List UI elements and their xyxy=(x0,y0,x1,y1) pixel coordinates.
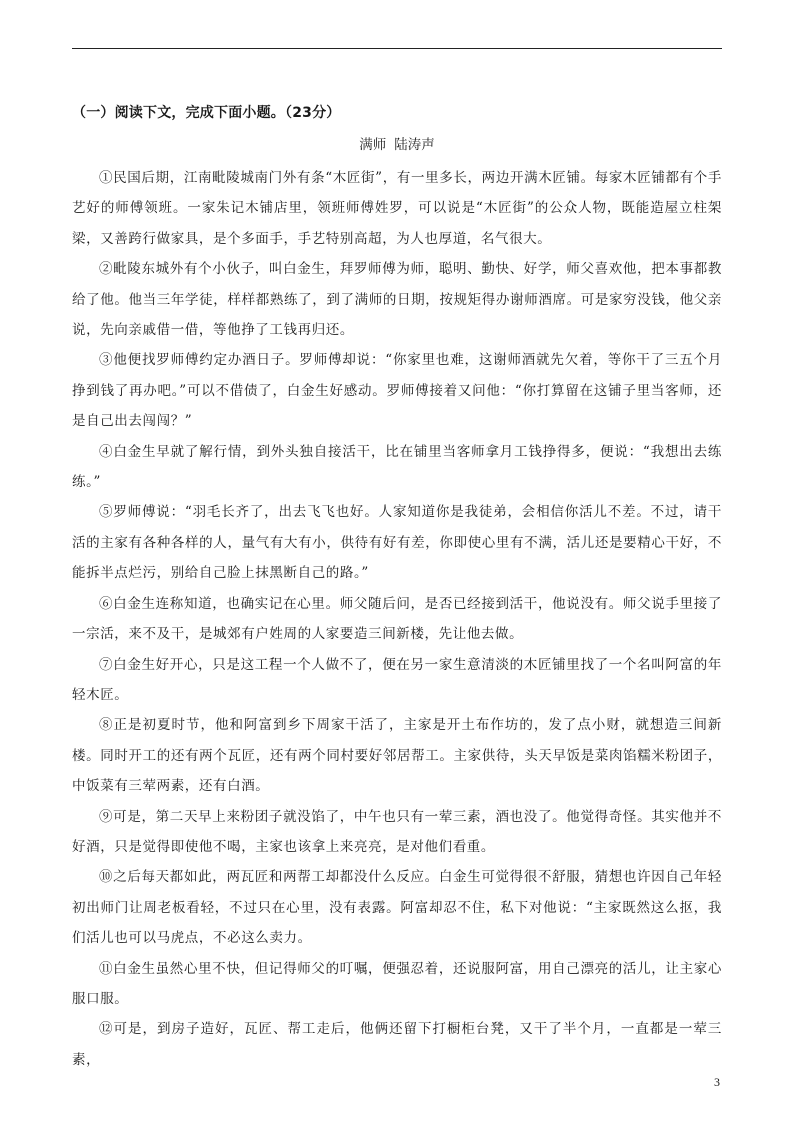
paragraph-2: ②毗陵东城外有个小伙子，叫白金生，拜罗师傅为师，聪明、勤快、好学，师父喜欢他，把本事都教给了他。他当三年学徒，样样都熟练了，到了满师的日期，按规矩得办谢师酒席。可是家穷没钱，他父亲说，先向亲戚借一借，等他挣了工钱再归还。 xyxy=(72,261,722,339)
story-title-line xyxy=(72,135,722,155)
paragraph-5: ⑤罗师傅说：“羽毛长齐了，出去飞飞也好。人家知道你是我徒弟，会相信你活儿不差。不过，请干活的主家有各种各样的人，量气有大有小，供待有好有差，你即使心里有不满，活儿还是要精心干好，不能拆半点烂污，别给自己脸上抹黑断自己的路。” xyxy=(72,504,722,582)
section-heading: （一）阅读下文，完成下面小题。（23分） xyxy=(72,105,341,121)
paragraph-6: ⑥白金生连称知道，也确实记在心里。师父随后问，是否已经接到活干，他说没有。师父说手里接了一宗活，来不及干，是城郊有户姓周的人家要造三间新楼，先让他去做。 xyxy=(72,595,722,643)
story-title: 满师 xyxy=(359,137,387,153)
paragraph-8: ⑧正是初夏时节，他和阿富到乡下周家干活了，主家是开土布作坊的，发了点小财，就想造三间新楼。同时开工的还有两个瓦匠，还有两个同村要好邻居帮工。主家供待，头天早饭是菜肉馅糯米粉团子，中饭菜有三荤两素，还有白酒。 xyxy=(72,717,722,795)
paragraph-9: ⑨可是，第二天早上来粉团子就没馅了，中午也只有一荤三素，酒也没了。他觉得奇怪。其实他并不好酒，只是觉得即使他不喝，主家也该拿上来亮亮，是对他们看重。 xyxy=(72,808,722,855)
document-body xyxy=(72,103,722,1075)
story-author: 陆涛声 xyxy=(394,137,435,153)
paragraph-10: ⑩之后每天都如此，两瓦匠和两帮工却都没什么反应。白金生可觉得很不舒服，猜想也许因自己年轻初出师门让周老板看轻，不过只在心里，没有表露。阿富却忍不住，私下对他说：“主家既然这么抠，我们活儿也可以马虎点，不必这么卖力。 xyxy=(72,869,722,947)
paragraph-7: ⑦白金生好开心，只是这工程一个人做不了，便在另一家生意清淡的木匠铺里找了一个名叫阿富的年轻木匠。 xyxy=(72,656,722,703)
paragraph-11: ⑪白金生虽然心里不快，但记得师父的叮嘱，便强忍着，还说服阿富，用自己漂亮的活儿，让主家心服口服。 xyxy=(72,960,722,1007)
paragraph-3: ③他便找罗师傅约定办酒日子。罗师傅却说：“你家里也难，这谢师酒就先欠着，等你干了三五个月挣到钱了再办吧。”可以不借债了，白金生好感动。罗师傅接着又问他：“你打算留在这铺子里当客师，还是自己出去闯闯？” xyxy=(72,352,722,430)
paragraph-1: ①民国后期，江南毗陵城南门外有条“木匠街”，有一里多长，两边开满木匠铺。每家木匠铺都有个手艺好的师傅领班。一家朱记木铺店里，领班师傅姓罗，可以说是“木匠街”的公众人物，既能造屋立柱架梁，又善跨行做家具，是个多面手，手艺特别高超，为人也厚道，名气很大。 xyxy=(72,170,722,247)
header-rule xyxy=(72,48,722,49)
page-number: 3 xyxy=(714,1075,720,1089)
paragraph-12: ⑫可是，到房子造好，瓦匠、帮工走后，他俩还留下打橱柜台凳，又干了半个月，一直都是一荤三素， xyxy=(72,1021,722,1068)
paragraph-4: ④白金生早就了解行情，到外头独自接活干，比在铺里当客师拿月工钱挣得多，便说：“我想出去练练。” xyxy=(72,443,722,491)
